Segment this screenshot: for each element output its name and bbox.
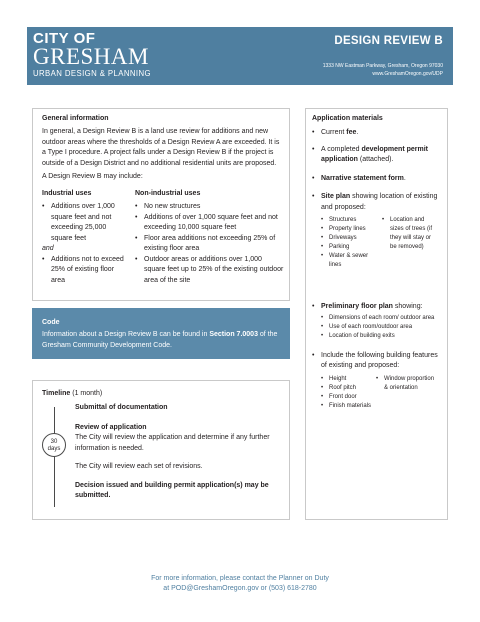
and-label: and: [42, 245, 54, 252]
header-contact: [323, 62, 443, 78]
nonindustrial-item: • Floor area additions not exceeding 25% of existing floor area: [135, 234, 285, 255]
industrial-column: [42, 189, 127, 286]
building-feature-item: • Front door: [321, 393, 373, 402]
badge-number: 30: [50, 439, 58, 445]
logo-line2: GRESHAM: [33, 44, 149, 69]
code-text-before: Information about a Design Review B can be found in: [42, 331, 210, 338]
code-section-link[interactable]: Section 7.0003: [209, 331, 258, 338]
general-paragraph: In general, a Design Review B is a land use review for additions and new outdoor areas where the thresholds of a Design Review A are exceeded. It is a Type I procedure. A project falls under a Design Review B if the project is outside of a Design District and no additional residential units are proposed.: [42, 128, 280, 167]
materials-card: [305, 108, 448, 520]
building-feature-item: • Height: [321, 375, 373, 384]
header-address: 1333 NW Eastman Parkway, Gresham, Oregon 97030: [322, 63, 443, 69]
material-narrative: • Narrative statement form.: [312, 174, 444, 185]
code-text-after: of the Gresham Community Development Code.: [42, 331, 278, 349]
may-include-text: A Design Review B may include:: [42, 173, 143, 180]
materials-heading: Application materials: [312, 115, 383, 122]
site-plan-item: • Water & sewer lines: [321, 252, 381, 270]
floor-plan-sublist: [312, 314, 444, 341]
nonindustrial-item: • Additions of over 1,000 square feet and not exceeding 10,000 square feet: [135, 213, 285, 234]
logo-line3: URBAN DESIGN & PLANNING: [33, 69, 151, 78]
timeline-heading: Timeline: [42, 390, 71, 397]
material-floor-plan: • Preliminary floor plan showing:: [312, 302, 444, 313]
timeline-line: [54, 407, 55, 507]
floor-plan-item: • Dimensions of each room/ outdoor area: [321, 314, 444, 323]
nonindustrial-column: [135, 189, 285, 286]
code-heading: Code: [42, 319, 60, 326]
development-permit-link[interactable]: development permit application: [321, 145, 428, 163]
material-site-plan: • Site plan showing location of existing and proposed:: [312, 192, 444, 213]
industrial-heading: Industrial uses: [42, 190, 92, 197]
site-plan-item: • Structures: [321, 216, 381, 225]
general-info-card: [32, 108, 290, 301]
header-banner: [27, 27, 453, 85]
site-plan-item: • Driveways: [321, 234, 381, 243]
site-plan-item: • Location and sizes of trees (if they will stay or be removed): [382, 216, 432, 252]
timeline-header: [42, 389, 102, 400]
timeline-step-review: Review of application: [75, 423, 147, 431]
building-feature-item: • Finish materials: [321, 402, 373, 411]
badge-unit: days: [47, 446, 61, 452]
footer-line1: For more information, please contact the Planner on Duty: [151, 575, 329, 582]
nonindustrial-item: • Outdoor areas or additions over 1,000 square feet up to 25% of the existing outdoor area of the site: [135, 255, 285, 287]
timeline-step-submittal: Submittal of documentation: [75, 404, 168, 411]
timeline-step-revisions: The City will review each set of revisions.: [75, 463, 203, 470]
timeline-step-decision: Decision issued and building permit application(s) may be submitted.: [75, 481, 269, 499]
site-plan-item: • Parking: [321, 243, 381, 252]
timeline-badge: [42, 433, 66, 457]
timeline-step-review-text: The City will review the application and determine if any further information is needed.: [75, 434, 270, 452]
material-building-features: • Include the following building features of existing and proposed:: [312, 351, 444, 372]
logo-line1: CITY OF: [33, 30, 96, 47]
page-title: DESIGN REVIEW B: [334, 35, 443, 47]
site-plan-sublist: [312, 216, 444, 288]
industrial-item: • Additions not to exceed 25% of existing floor area: [42, 255, 127, 287]
code-text: [42, 330, 282, 351]
city-logo: [33, 31, 151, 79]
nonindustrial-heading: Non-industrial uses: [135, 190, 201, 197]
floor-plan-item: • Location of building exits: [321, 332, 444, 341]
building-feature-item: • Roof pitch: [321, 384, 373, 393]
building-features-sublist: [312, 375, 444, 431]
floor-plan-item: • Use of each room/outdoor area: [321, 323, 444, 332]
material-development-permit: • A completed development permit application (attached).: [312, 145, 444, 166]
fee-link[interactable]: fee: [346, 129, 357, 136]
general-heading: General information: [42, 115, 109, 122]
nonindustrial-item: • No new structures: [135, 202, 285, 213]
timeline-duration: (1 month): [72, 390, 103, 397]
building-feature-item: • Window proportion & orientation: [376, 375, 438, 393]
material-fee: • Current fee.: [312, 128, 444, 139]
footer-line2[interactable]: at POD@GreshamOregon.gov or (503) 618-2780: [163, 585, 317, 592]
industrial-item: • Additions over 1,000 square feet and not exceeding 25,000 square feet: [42, 202, 127, 244]
narrative-form-link[interactable]: Narrative statement form: [321, 174, 404, 182]
timeline-card: [32, 380, 290, 520]
site-plan-item: • Property lines: [321, 225, 381, 234]
header-website[interactable]: www.GreshamOregon.gov/UDP: [372, 71, 443, 77]
code-card: [32, 308, 290, 359]
footer-contact: [0, 574, 480, 594]
